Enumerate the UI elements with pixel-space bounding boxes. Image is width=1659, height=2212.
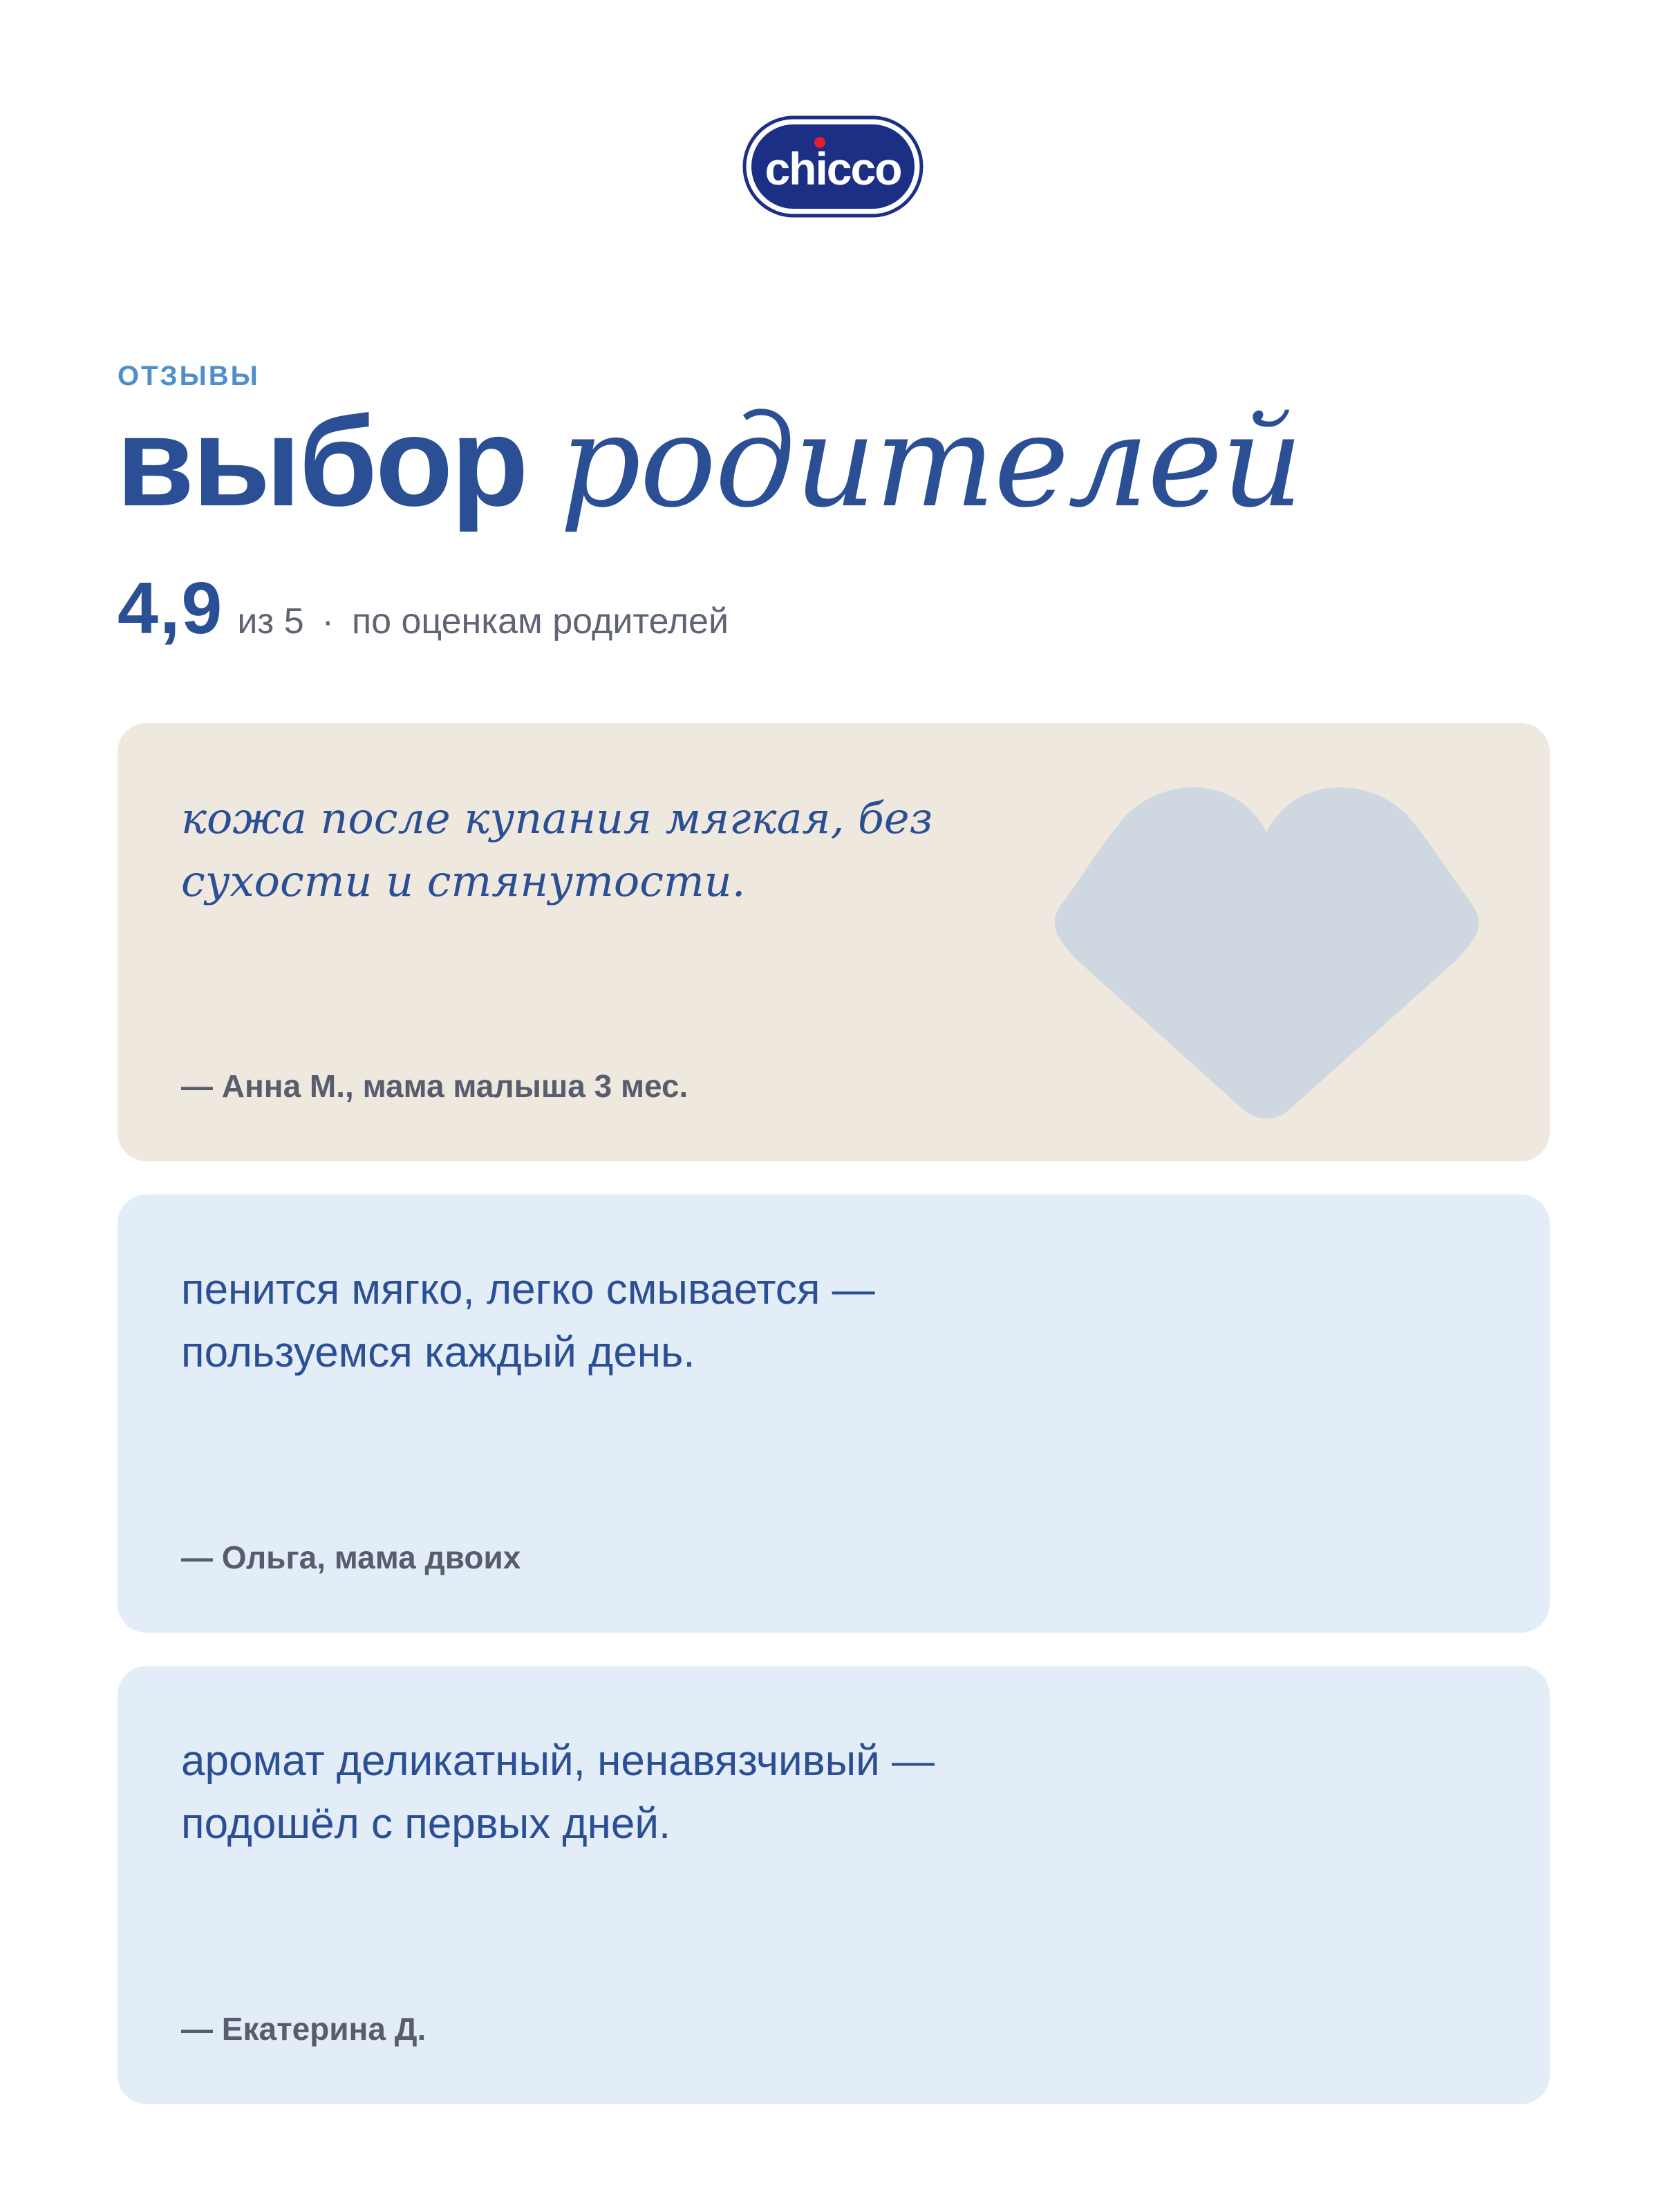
page-title-italic: родителей: [559, 388, 1302, 536]
rating-separator: ·: [321, 601, 334, 641]
rating-scale: из 5: [237, 601, 304, 641]
review-author: — Екатерина Д.: [181, 2011, 427, 2047]
chicco-logo: [742, 115, 924, 218]
review-quote: пенится мягко, легко смывается — пользуемся каждый день.: [181, 1266, 875, 1376]
review-quote: кожа после купания мягкая, без сухости и стянутости.: [181, 793, 933, 906]
review-author: — Ольга, мама двоих: [181, 1539, 521, 1575]
review-author: — Анна М., мама малыша 3 мес.: [181, 1068, 688, 1104]
review-card-2: [118, 1194, 1550, 1633]
page-title-bold: выбор: [116, 390, 527, 532]
heart-icon: [1054, 780, 1479, 1118]
review-card-3: [118, 1666, 1550, 2104]
review-quote: аромат деликатный, ненавязчивый — подошёл с первых дней.: [181, 1737, 935, 1848]
section-eyebrow: ОТЗЫВЫ: [118, 361, 260, 391]
review-card-1: [118, 723, 1550, 1161]
page-title: [116, 388, 1302, 536]
rating-note: по оценкам родителей: [351, 601, 729, 641]
rating-score: 4,9: [118, 568, 224, 649]
rating-summary: [118, 567, 729, 650]
logo-text: chicco: [765, 143, 901, 194]
